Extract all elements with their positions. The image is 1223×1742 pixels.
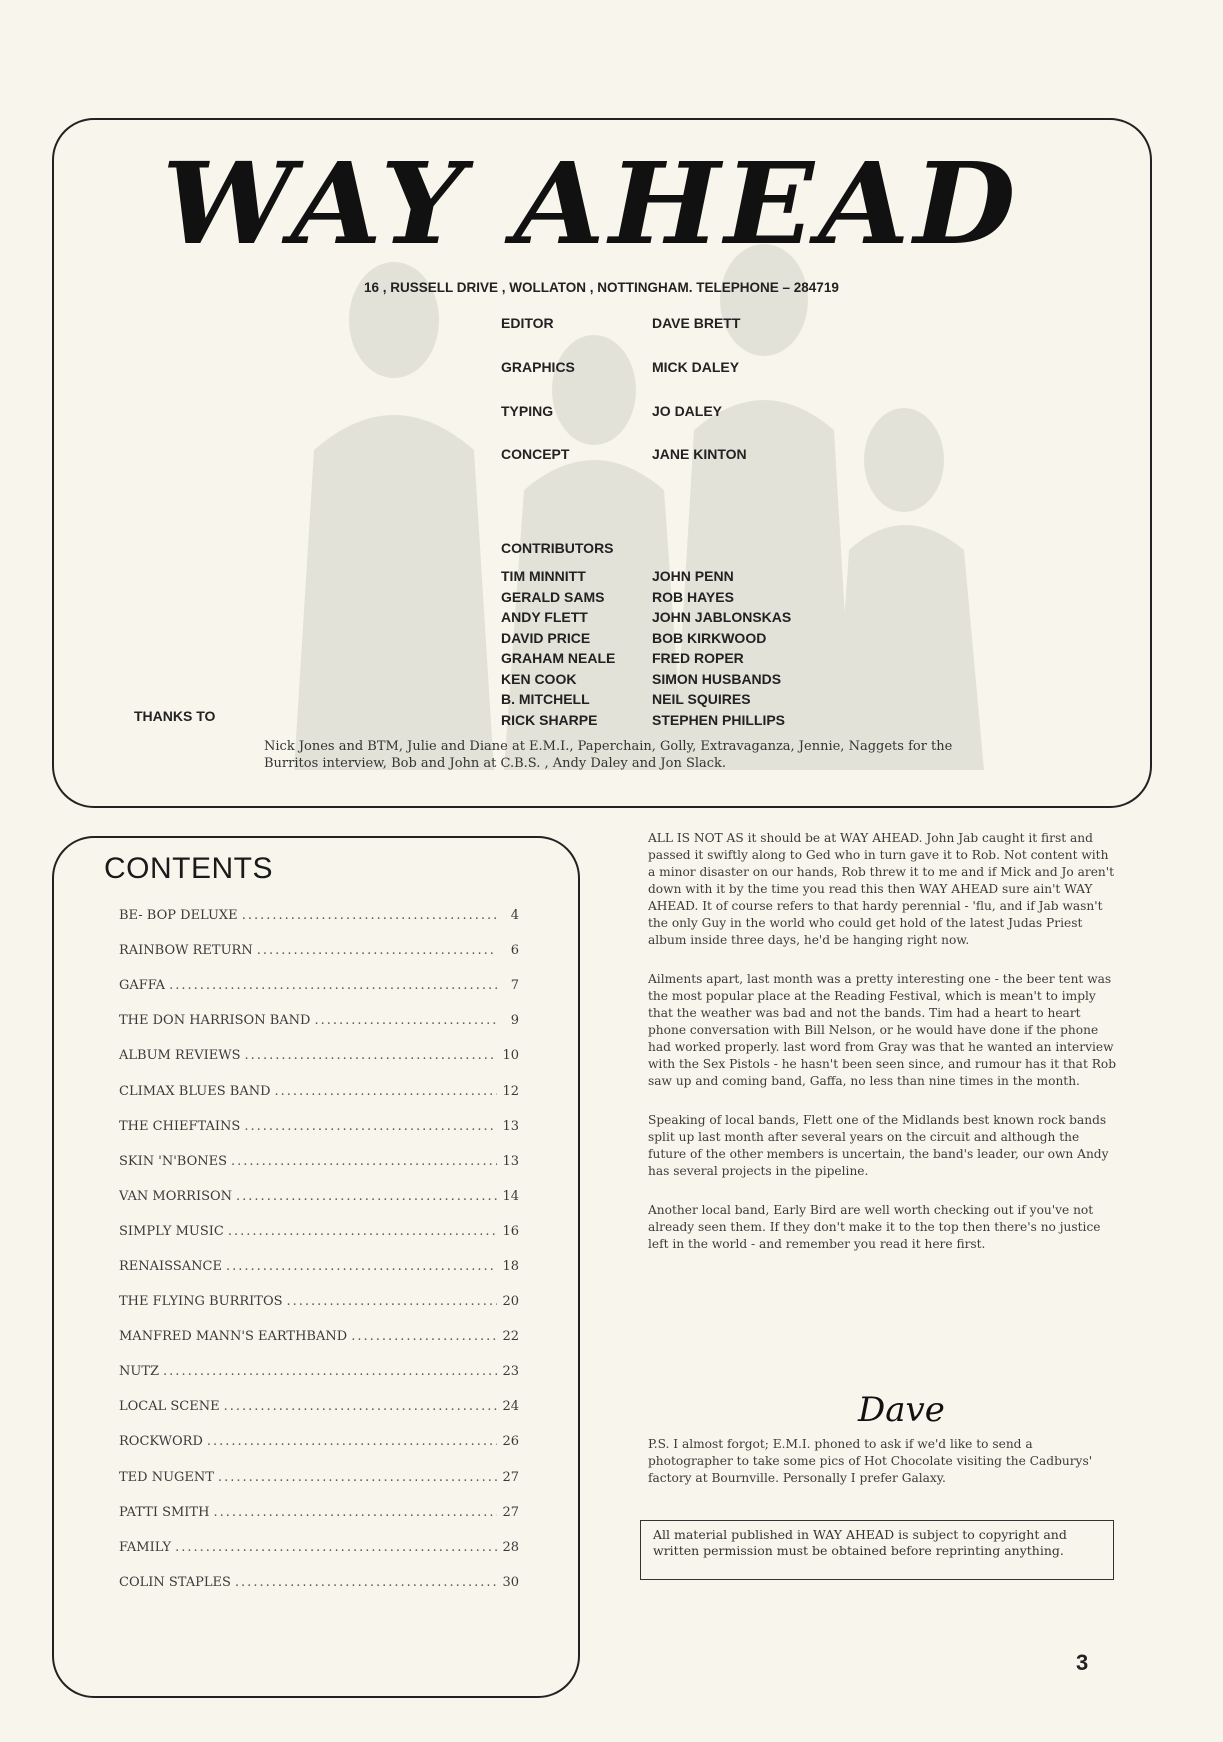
leader-dots [287, 1294, 497, 1309]
staff-role: CONCEPT [501, 446, 570, 462]
contents-entry[interactable] [119, 1038, 519, 1073]
entry-title: LOCAL SCENE [119, 1399, 220, 1415]
entry-title: ROCKWORD [119, 1434, 203, 1450]
leader-dots [169, 978, 497, 993]
editorial-paragraph: Speaking of local bands, Flett one of the Midlands best known rock bands split up last month after several years on the circuit and although the future of the other members is uncertain, the band's leader, our own Andy has several projects in the pipeline. [648, 1113, 1109, 1178]
entry-title: ALBUM REVIEWS [119, 1048, 241, 1064]
contents-box [52, 836, 580, 1698]
leader-dots [163, 1364, 497, 1379]
entry-page: 27 [502, 1504, 519, 1520]
masthead-box [52, 118, 1152, 808]
contributor-name: FRED ROPER [652, 650, 744, 666]
contents-entry[interactable] [119, 1214, 519, 1249]
leader-dots [207, 1434, 497, 1449]
leader-dots [242, 908, 497, 923]
entry-title: TED NUGENT [119, 1469, 214, 1485]
staff-name: MICK DALEY [652, 359, 740, 375]
postscript-text: P.S. I almost forgot; E.M.I. phoned to ask if we'd like to send a photographer to take some pics of Hot Chocolate visiting the Cadburys' factory at Bournville. Personally I prefer Galaxy. [648, 1437, 1093, 1485]
entry-page: 30 [502, 1574, 519, 1590]
entry-page: 12 [502, 1083, 519, 1099]
entry-title: GAFFA [119, 978, 166, 994]
leader-dots [244, 1119, 497, 1134]
leader-dots [175, 1540, 497, 1555]
contributors-list-left [501, 566, 615, 730]
contents-entry[interactable] [119, 1144, 519, 1179]
entry-page: 18 [502, 1258, 519, 1274]
staff-name: JO DALEY [652, 403, 723, 419]
thanks-text: Nick Jones and BTM, Julie and Diane at E.M.I., Paperchain, Golly, Extravaganza, Jennie, Naggets for the Burritos interview, Bob and John at C.B.S. , Andy Daley and Jon Slack. [264, 739, 953, 771]
leader-dots [351, 1329, 497, 1344]
staff-name: JANE KINTON [652, 446, 747, 462]
contributor-name: STEPHEN PHILLIPS [652, 711, 786, 728]
contents-entry[interactable] [119, 1424, 519, 1459]
copyright-notice: All material published in WAY AHEAD is subject to copyright and written permission must be obtained before reprinting anything. [640, 1520, 1114, 1580]
contributor-name: SIMON HUSBANDS [652, 670, 782, 687]
entry-title: PATTI SMITH [119, 1504, 210, 1520]
contents-entry[interactable] [119, 1109, 519, 1144]
leader-dots [245, 1048, 497, 1063]
entry-page: 16 [502, 1223, 519, 1239]
contributor-name: ROB HAYES [652, 588, 734, 605]
contents-entry[interactable] [119, 1565, 519, 1600]
contents-entry[interactable] [119, 1284, 519, 1319]
entry-page: 26 [502, 1434, 519, 1450]
contributor-name: ANDY FLETT [501, 609, 588, 625]
contents-entry[interactable] [119, 1495, 519, 1530]
staff-role: GRAPHICS [501, 359, 575, 375]
entry-page: 24 [502, 1399, 519, 1415]
entry-page: 6 [510, 943, 519, 959]
contributor-name: RICK SHARPE [501, 711, 598, 728]
entry-title: THE CHIEFTAINS [119, 1118, 241, 1134]
leader-dots [235, 1575, 497, 1590]
contents-list [119, 898, 519, 1600]
entry-page: 4 [510, 908, 519, 924]
contents-entry[interactable] [119, 1073, 519, 1108]
leader-dots [314, 1013, 497, 1028]
entry-page: 7 [510, 978, 519, 994]
contents-entry[interactable] [119, 968, 519, 1003]
editorial-paragraph: Another local band, Early Bird are well worth checking out if you've not already seen them. If they don't make it to the top then there's no justice left in the world - and remember you read it here first. [648, 1203, 1101, 1251]
contents-heading: CONTENTS [104, 852, 273, 885]
editorial-paragraph: Ailments apart, last month was a pretty interesting one - the beer tent was the most popular place at the Reading Festival, which is mean't to imply that the weather was bad and not the bands. Tim had a heart to heart phone conversation with Bill Nelson, or he would have done if the phone had worked properly. last word from Gray was that he wanted an interview with the Sex Pistols - he hasn't been seen since, and rumour has it that Rob saw up and coming band, Gaffa, no less than nine times in the month. [648, 972, 1117, 1088]
entry-title: THE FLYING BURRITOS [119, 1294, 283, 1310]
leader-dots [226, 1259, 497, 1274]
entry-page: 14 [502, 1188, 519, 1204]
contents-entry[interactable] [119, 933, 519, 968]
staff-role: EDITOR [501, 315, 554, 331]
editor-signature: Dave [858, 1390, 945, 1430]
entry-page: 23 [502, 1364, 519, 1380]
entry-page: 10 [502, 1048, 519, 1064]
entry-title: FAMILY [119, 1539, 172, 1555]
staff-name: DAVE BRETT [652, 315, 741, 331]
contents-entry[interactable] [119, 1179, 519, 1214]
entry-page: 20 [502, 1294, 519, 1310]
thanks-label: THANKS TO [134, 708, 216, 724]
entry-title: COLIN STAPLES [119, 1574, 231, 1590]
leader-dots [236, 1189, 497, 1204]
entry-page: 9 [510, 1013, 519, 1029]
entry-page: 22 [502, 1329, 519, 1345]
entry-title: VAN MORRISON [119, 1188, 233, 1204]
entry-title: RAINBOW RETURN [119, 943, 253, 959]
contents-entry[interactable] [119, 898, 519, 933]
entry-title: RENAISSANCE [119, 1258, 222, 1274]
contributor-name: JOHN JABLONSKAS [652, 609, 792, 625]
contributor-name: BOB KIRKWOOD [652, 629, 767, 646]
editorial-paragraph: ALL IS NOT AS it should be at WAY AHEAD. John Jab caught it first and passed it swiftly along to Ged who in turn gave it to Rob. Not content with a minor disaster on our hands, Rob threw it to me and if Mick and Jo aren't down with it by the time you read this then WAY AHEAD sure ain't WAY AHEAD. It of course refers to that hardy perennial - 'flu, and if Jab wasn't the only Guy in the world who could get hold of the latest Judas Priest album inside three days, he'd be hanging right now. [648, 831, 1115, 947]
entry-title: THE DON HARRISON BAND [119, 1013, 311, 1029]
staff-role: TYPING [501, 403, 554, 419]
contributor-name: TIM MINNITT [501, 568, 586, 584]
address-line: 16 , RUSSELL DRIVE , WOLLATON , NOTTINGHAM. TELEPHONE – 284719 [364, 280, 839, 295]
contents-entry[interactable] [119, 1530, 519, 1565]
contents-entry[interactable] [119, 1389, 519, 1424]
entry-page: 13 [502, 1153, 519, 1169]
entry-page: 13 [502, 1118, 519, 1134]
magazine-title-logo: WAY AHEAD [162, 139, 1020, 270]
contributors-heading: CONTRIBUTORS [501, 540, 614, 556]
editorial-column [648, 830, 1118, 1275]
entry-title: NUTZ [119, 1364, 160, 1380]
contents-entry[interactable] [119, 1460, 519, 1495]
entry-title: SKIN 'N'BONES [119, 1153, 228, 1169]
leader-dots [231, 1154, 497, 1169]
entry-title: SIMPLY MUSIC [119, 1223, 224, 1239]
contributor-name: GERALD SAMS [501, 588, 605, 605]
contributor-name: B. MITCHELL [501, 691, 590, 707]
leader-dots [218, 1470, 497, 1485]
contributor-name: KEN COOK [501, 670, 577, 687]
contents-entry[interactable] [119, 1003, 519, 1038]
entry-title: BE- BOP DELUXE [119, 908, 238, 924]
entry-page: 27 [502, 1469, 519, 1485]
entry-page: 28 [502, 1539, 519, 1555]
leader-dots [224, 1399, 497, 1414]
page-number: 3 [1076, 1650, 1089, 1675]
contributors-list-right [652, 566, 791, 730]
contents-entry[interactable] [119, 1354, 519, 1389]
contents-entry[interactable] [119, 1319, 519, 1354]
contributor-name: NEIL SQUIRES [652, 691, 751, 707]
entry-title: MANFRED MANN'S EARTHBAND [119, 1329, 348, 1345]
leader-dots [275, 1084, 498, 1099]
leader-dots [228, 1224, 497, 1239]
contributor-name: GRAHAM NEALE [501, 650, 616, 666]
leader-dots [213, 1505, 497, 1520]
contributor-name: JOHN PENN [652, 568, 734, 584]
leader-dots [257, 943, 497, 958]
contributor-name: DAVID PRICE [501, 629, 591, 646]
entry-title: CLIMAX BLUES BAND [119, 1083, 271, 1099]
contents-entry[interactable] [119, 1249, 519, 1284]
